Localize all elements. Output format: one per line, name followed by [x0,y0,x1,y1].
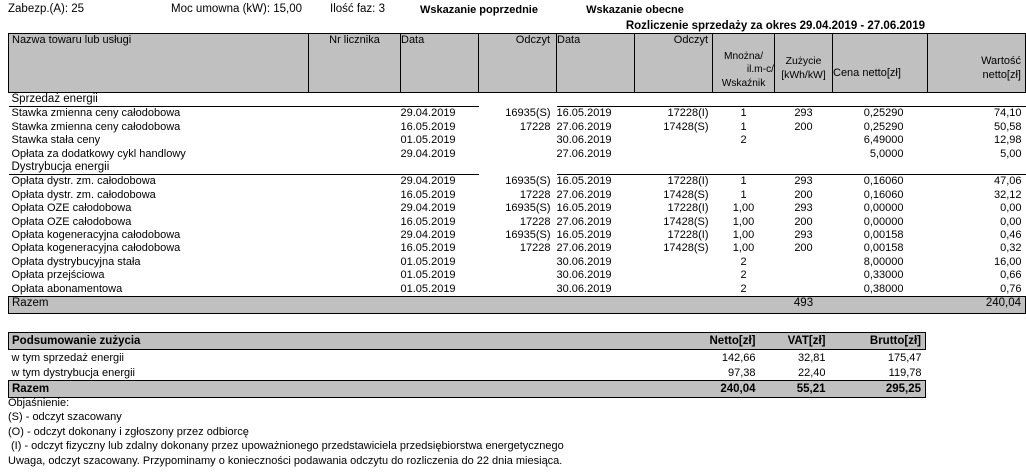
summary-total-row [9,381,926,398]
row-price: 0,16060 [863,188,904,201]
row-prev-read: 16935(S) [505,202,551,215]
row-prev-read: 17228 [519,120,551,133]
th-previous-read [479,34,557,93]
row-multiplier: 2 [740,134,747,147]
row-name: Stawka zmienna ceny całodobowa [11,107,181,120]
row-prev-date: 29.04.2019 [400,202,456,215]
row-value: 0,32 [1000,242,1022,255]
row-price: 0,00158 [863,229,904,242]
row-value: 16,00 [993,255,1022,268]
row-usage: 293 [794,229,813,242]
table-row [9,242,1026,255]
row-curr-read: 17428(S) [663,188,709,201]
table-row [9,121,1026,134]
th-net-value [928,34,1026,93]
row-prev-date: 29.04.2019 [400,229,456,242]
summary-total-label: Razem [12,383,50,395]
row-multiplier: 2 [740,255,747,268]
row-multiplier: 1,00 [732,215,755,228]
consumption-summary-table [8,332,926,398]
table-row [9,189,1026,202]
row-usage: 200 [794,188,813,201]
row-usage: 200 [794,120,813,133]
row-price: 0,25290 [863,120,904,133]
note-estimated-reading: (S) - odczyt szacowany [8,411,122,424]
row-curr-read: 17228(I) [667,175,709,188]
settlement-period-caption: Rozliczenie sprzedaży za okres 29.04.2019 - 27.06.2019 [625,20,925,32]
row-prev-read: 17228 [519,215,551,228]
row-value: 12,98 [993,134,1022,147]
th-multiplier [713,34,775,93]
row-prev-date: 16.05.2019 [400,215,456,228]
row-name: Opłata OZE całodobowa [11,215,132,228]
row-value: 5,00 [1000,147,1022,160]
summary-row-vat: 22,40 [797,366,826,379]
section-0-title: Sprzedaż energii [11,93,98,105]
row-curr-date: 30.06.2019 [556,255,612,268]
summary-row-label: w tym dystrybucja energii [11,366,135,379]
summary-col-vat: VAT[zł] [787,335,826,347]
row-usage: 200 [794,215,813,228]
th-previous-group-label: Wskazanie poprzednie [420,4,538,16]
row-curr-date: 16.05.2019 [556,175,612,188]
total-usage: 493 [793,297,814,310]
row-name: Opłata dystr. zm. całodobowa [11,188,156,201]
summary-row-netto: 142,66 [721,351,756,364]
total-value: 240,04 [985,297,1021,310]
row-value: 0,46 [1000,229,1022,242]
summary-row [9,365,926,381]
row-curr-date: 30.06.2019 [556,269,612,282]
table-row [9,256,1026,269]
row-curr-date: 27.06.2019 [556,120,612,133]
summary-title: Podsumowanie zużycia [12,335,141,347]
row-prev-date: 01.05.2019 [400,134,456,147]
row-usage: 293 [794,107,813,120]
row-price: 0,00158 [863,242,904,255]
row-curr-date: 27.06.2019 [556,188,612,201]
row-prev-date: 01.05.2019 [400,269,456,282]
row-price: 8,00000 [863,255,904,268]
row-value: 74,10 [993,107,1022,120]
row-curr-read: 17428(S) [663,215,709,228]
total-label: Razem [12,297,49,310]
row-price: 0,38000 [863,282,904,295]
section-title-row [9,93,1026,107]
note-official-reading: (I) - odczyt fizyczny lub zdalny dokonany przez upoważnionego przedstawiciela przedsiębiorstwa energetycznego [11,440,564,453]
table-row [9,229,1026,242]
table-header-row [9,34,1026,93]
summary-row [9,350,926,366]
row-price: 0,25290 [863,107,904,120]
row-name: Opłata abonamentowa [11,282,123,295]
row-curr-date: 27.06.2019 [556,215,612,228]
row-prev-date: 29.04.2019 [400,107,456,120]
th-current-date [557,4,684,93]
row-prev-date: 16.05.2019 [400,120,456,133]
th-usage [775,34,833,93]
table-row [9,107,1026,121]
row-name: Opłata kogeneracyjna całodobowa [11,229,181,242]
row-name: Stawka zmienna ceny całodobowa [11,120,181,133]
row-prev-read: 16935(S) [505,106,551,119]
th-unit-price [833,34,928,93]
legend-notes [8,396,925,468]
th-net-value-line2: netto[zł] [982,68,1021,81]
row-price: 5,0000 [869,147,904,160]
summary-total-vat: 55,21 [796,383,826,395]
th-unit-price-label: Cena netto[zł] [833,66,901,79]
th-multiplier-line2: il.m-c/ [746,64,774,76]
table-row [9,134,1026,147]
row-name: Opłata dystr. zm. całodobowa [11,175,156,188]
row-prev-date: 29.04.2019 [400,147,456,160]
summary-header-row [9,333,926,350]
row-curr-date: 30.06.2019 [556,134,612,147]
th-multiplier-line3: Wskaźnik [721,77,766,89]
table-row [9,175,1026,189]
summary-row-netto: 97,38 [727,366,756,379]
row-curr-date: 16.05.2019 [556,229,612,242]
row-value: 47,06 [993,175,1022,188]
row-price: 0,16060 [863,175,904,188]
row-curr-date: 27.06.2019 [556,147,612,160]
row-prev-date: 16.05.2019 [400,188,456,201]
contracted-power-label: Moc umowna (kW): 15,00 [171,3,303,15]
summary-col-brutto: Brutto[zł] [869,335,921,347]
table-row [9,202,1026,215]
row-name: Opłata dystrybucyjna stała [11,255,141,268]
row-curr-date: 16.05.2019 [556,107,612,120]
table-row [9,269,1026,282]
row-multiplier: 1,00 [732,202,755,215]
row-value: 0,76 [1000,282,1022,295]
summary-row-brutto: 119,78 [888,366,922,379]
th-net-value-line1: Wartość [981,55,1021,68]
row-multiplier: 1 [740,120,747,133]
row-name: Opłata przejściowa [11,269,105,282]
summary-row-brutto: 175,47 [887,351,922,364]
row-multiplier: 1 [740,107,747,120]
th-current-read-label: Odczyt [673,34,708,46]
th-previous-date-label: Data [401,34,425,46]
fuse-rating-label: Zabezp.(A): 25 [8,3,85,15]
table-total-row [9,297,1026,314]
row-multiplier: 2 [740,282,747,295]
section-1-title: Dystrybucja energii [11,161,110,174]
row-value: 50,58 [993,120,1022,133]
row-name: Opłata za dodatkowy cykl handlowy [11,147,186,160]
row-prev-read: 16935(S) [505,229,551,242]
th-name [9,34,309,93]
row-multiplier: 2 [740,269,747,282]
note-customer-reading: (O) - odczyt dokonany i zgłoszony przez odbiorcę [8,425,249,438]
row-multiplier: 1,00 [732,229,755,242]
section-title-row [9,161,1026,175]
row-curr-date: 30.06.2019 [556,282,612,295]
table-row [9,283,1026,297]
th-current-read [635,34,713,93]
th-usage-line2: [kWh/kW] [781,69,826,81]
summary-total-brutto: 295,25 [885,383,921,395]
th-previous-read-label: Odczyt [515,34,550,46]
row-name: Opłata OZE całodobowa [11,202,132,215]
table-row [9,216,1026,229]
row-usage: 200 [794,242,813,255]
row-multiplier: 1,00 [732,242,755,255]
row-usage: 293 [794,175,813,188]
row-value: 0,66 [1000,269,1022,282]
summary-total-netto: 240,04 [720,383,756,395]
row-value: 0,00 [1000,215,1022,228]
row-value: 32,12 [993,188,1022,201]
row-prev-date: 16.05.2019 [400,242,456,255]
note-warning: Uwaga, odczyt szacowany. Przypominamy o konieczności podawania odczytu do rozliczenia do 22 dnia miesiąca. [8,454,563,467]
row-price: 6,49000 [863,134,904,147]
row-name: Stawka stała ceny [11,134,101,147]
th-meter-label: Nr licznika [329,34,380,46]
row-value: 0,00 [1000,202,1022,215]
row-curr-read: 17428(S) [663,120,709,133]
phase-count-label: Ilość faz: 3 [330,3,385,15]
row-price: 0,00000 [863,215,904,228]
row-curr-date: 16.05.2019 [556,202,612,215]
th-multiplier-line1: Mnożna/ [723,50,764,62]
th-usage-line1: Zużycie [785,56,822,68]
row-curr-date: 27.06.2019 [556,242,612,255]
row-multiplier: 1 [740,175,747,188]
summary-col-netto: Netto[zł] [709,335,756,347]
row-prev-read: 17228 [519,242,551,255]
row-curr-read: 17228(I) [667,202,709,215]
row-curr-read: 17428(S) [663,242,709,255]
th-name-label: Nazwa towaru lub usługi [12,34,132,46]
table-row [9,148,1026,161]
row-prev-read: 17228 [519,188,551,201]
row-price: 0,00000 [863,202,904,215]
row-multiplier: 1 [740,188,747,201]
summary-row-vat: 32,81 [797,351,826,364]
row-prev-date: 29.04.2019 [400,175,456,188]
row-curr-read: 17228(I) [667,229,709,242]
row-prev-date: 01.05.2019 [400,282,456,295]
notes-title: Objaśnienie: [8,397,70,409]
summary-row-label: w tym sprzedaż energii [11,351,124,364]
row-prev-date: 01.05.2019 [400,255,456,268]
row-price: 0,33000 [863,269,904,282]
row-name: Opłata kogeneracyjna całodobowa [11,242,181,255]
row-prev-read: 16935(S) [505,174,551,187]
th-meter [309,34,401,93]
th-current-group-label: Wskazanie obecne [586,4,684,16]
th-current-date-label: Data [557,34,581,46]
row-curr-read: 17228(I) [667,107,709,120]
row-usage: 293 [794,202,813,215]
